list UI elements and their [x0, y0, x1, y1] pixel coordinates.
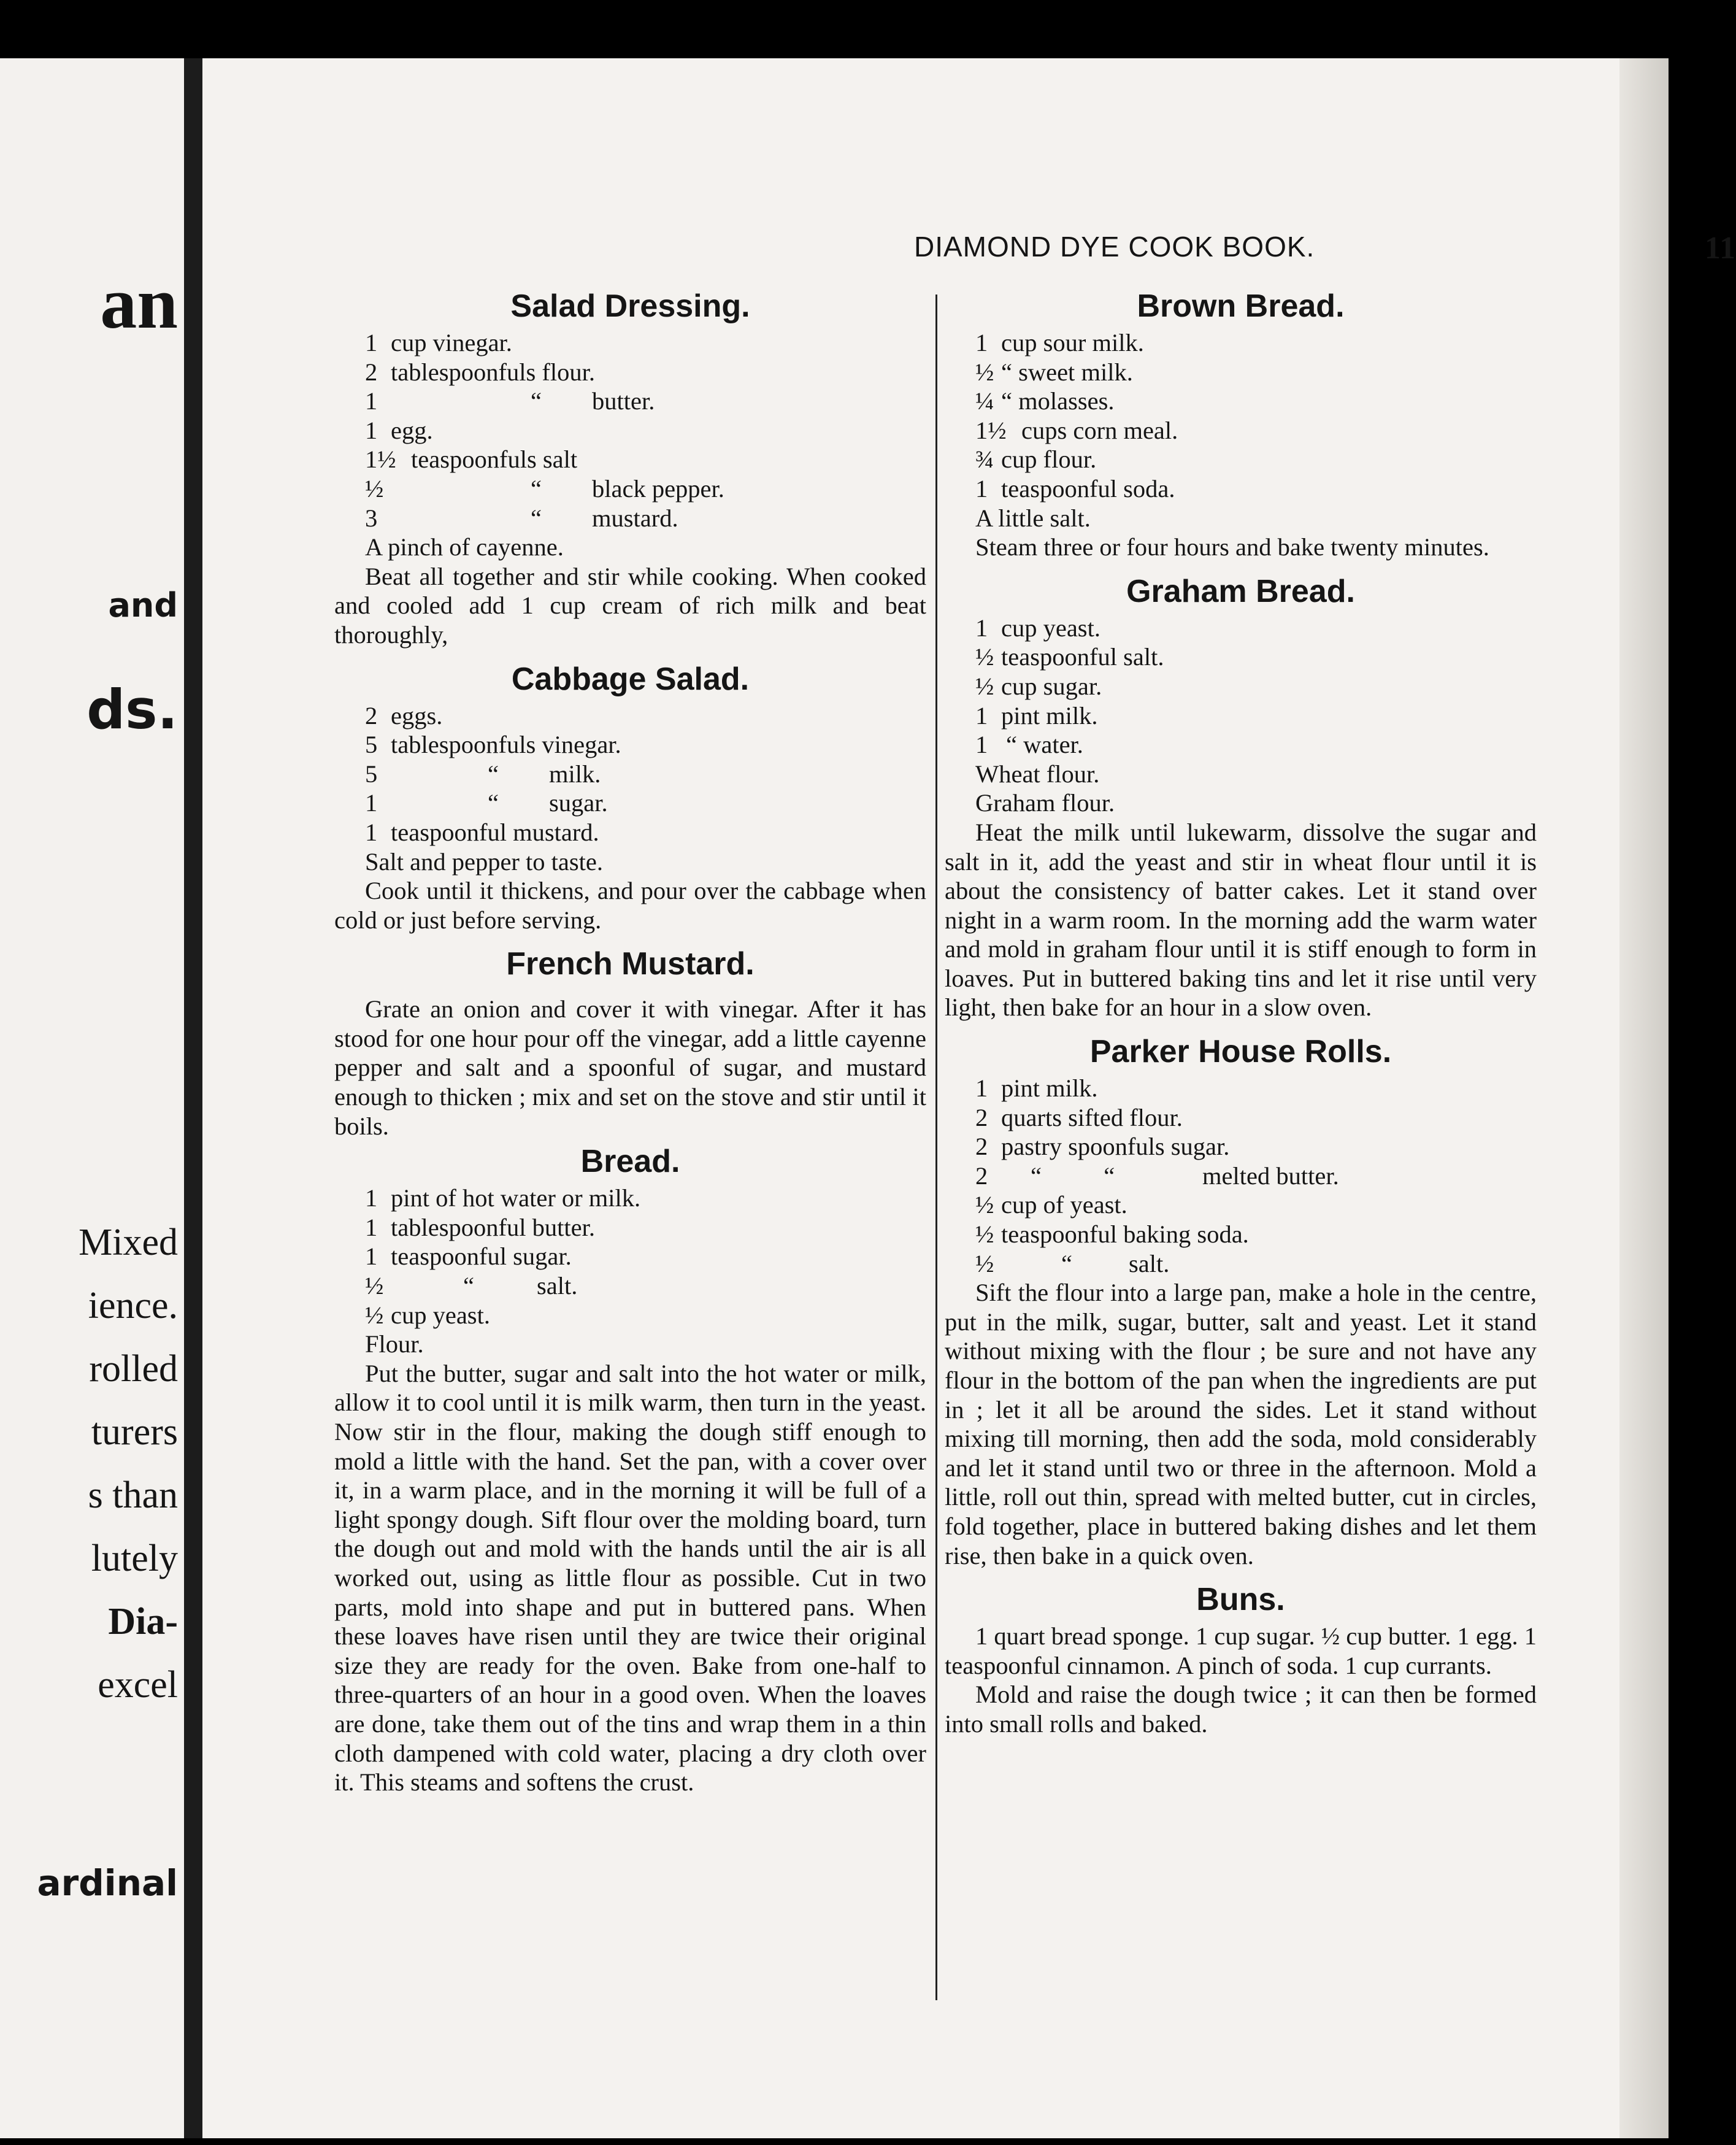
- recipe-graham-bread: [945, 573, 1537, 1022]
- recipe-title: Buns.: [1196, 1582, 1285, 1618]
- ingredient-line: 2 “ “ melted butter.: [975, 1161, 1339, 1190]
- recipe-directions: Steam three or four hours and bake twenty minutes.: [975, 533, 1489, 561]
- left-fragment: s than: [88, 1474, 178, 1516]
- recipe-directions: Mold and raise the dough twice ; it can then be formed into small rolls and baked.: [945, 1681, 1537, 1738]
- left-fragment: ardinal: [37, 1862, 178, 1904]
- ingredient-line: 5 “ milk.: [365, 760, 601, 788]
- left-facing-page: [0, 58, 184, 2138]
- book-gutter: [184, 58, 202, 2138]
- recipe-directions: Heat the milk until lukewarm, dissolve the sugar and salt in it, add the yeast and stir in wheat flour until it is about the consistency of batter cakes. Let it stand over night in a warm room. In the morning add the warm water and mold in graham flour until it is stiff enough to form in loaves. Put in buttered baking tins and let it rise until very light, then bake for an hour in a slow oven.: [945, 818, 1537, 1022]
- recipe-cabbage-salad: [334, 661, 926, 935]
- ingredient-line: 1 pint milk.: [975, 1074, 1098, 1103]
- recipe-directions: Sift the flour into a large pan, make a hole in the centre, put in the milk, sugar, butter, salt and yeast. Let it stand without mixing with the flour ; be sure and not have any flour in the bottom of the pan when the ingredients are put in ; let it all be around the sides. Let it stand without mixing till morning, then add the soda, mold considerably and let it stand until two or three in the afternoon. Mold a little, roll out thin, spread with melted butter, cut in circles, fold together, place in buttered baking dishes and let them rise, then bake in a quick oven.: [945, 1279, 1537, 1569]
- left-fragment: excel: [98, 1664, 178, 1706]
- ingredient-line: 1 tablespoonful butter.: [365, 1213, 595, 1241]
- recipe-parker-house-rolls: [945, 1033, 1537, 1570]
- recipe-directions: Beat all together and stir while cooking. When cooked and cooled add 1 cup cream of rich milk and beat thoroughly,: [334, 562, 926, 649]
- column-divider: [935, 295, 937, 2000]
- ingredient-line: A pinch of cayenne.: [365, 533, 564, 561]
- ingredient-line: 1½ cups corn meal.: [975, 416, 1178, 444]
- recipe-title: French Mustard.: [506, 946, 755, 982]
- ingredient-line: Wheat flour.: [975, 760, 1100, 788]
- ingredient-line: 2 tablespoonfuls flour.: [365, 358, 595, 386]
- recipe-brown-bread: [945, 288, 1537, 562]
- right-column: [945, 285, 1537, 1739]
- ingredient-line: 2 eggs.: [365, 701, 443, 730]
- ingredient-line: 1 egg.: [365, 416, 433, 444]
- ingredient-line: 1 teaspoonful sugar.: [365, 1242, 572, 1271]
- recipe-title: Brown Bread.: [1137, 288, 1345, 324]
- left-fragment: lutely: [91, 1538, 178, 1579]
- ingredient-line: ½ “ black pepper.: [365, 474, 724, 503]
- recipe-title: Salad Dressing.: [510, 288, 750, 324]
- ingredient-line: Flour.: [365, 1330, 424, 1358]
- cookbook-page: [202, 58, 1736, 2138]
- recipe-bread: [334, 1143, 926, 1796]
- page-edge: [1619, 58, 1669, 2138]
- ingredient-line: Graham flour.: [975, 789, 1115, 817]
- ingredient-line: 1 pint milk.: [975, 701, 1098, 730]
- ingredient-line: 1 teaspoonful soda.: [975, 474, 1175, 503]
- recipe-directions: Cook until it thickens, and pour over the cabbage when cold or just before serving.: [334, 877, 926, 934]
- recipe-title: Cabbage Salad.: [511, 661, 750, 697]
- ingredient-line: ½ teaspoonful baking soda.: [975, 1220, 1249, 1249]
- ingredient-line: 1 cup sour milk.: [975, 329, 1144, 356]
- ingredient-line: 2 pastry spoonfuls sugar.: [975, 1133, 1230, 1161]
- left-fragment: an: [100, 262, 178, 344]
- ingredient-line: 1 pint of hot water or milk.: [365, 1184, 641, 1212]
- ingredient-line: 5 tablespoonfuls vinegar.: [365, 731, 621, 759]
- ingredient-line: 1½ teaspoonfuls salt: [365, 445, 578, 474]
- recipe-salad-dressing: [334, 288, 926, 650]
- recipe-title: Bread.: [580, 1144, 680, 1180]
- left-fragment: Mixed: [79, 1222, 178, 1263]
- ingredient-line: 1 teaspoonful mustard.: [365, 818, 599, 846]
- ingredient-line: 1 “ water.: [975, 731, 1083, 759]
- ingredient-line: ½ cup of yeast.: [975, 1191, 1127, 1219]
- ingredient-line: 1 cup yeast.: [975, 614, 1100, 642]
- recipe-ingredients: 1 quart bread sponge. 1 cup sugar. ½ cup butter. 1 egg. 1 teaspoonful cinnamon. A pinch of soda. 1 cup currants.: [945, 1622, 1537, 1679]
- left-fragment: ience.: [88, 1285, 178, 1327]
- left-fragment: and: [108, 586, 178, 625]
- recipe-title: Graham Bread.: [1126, 573, 1355, 609]
- recipe-title: Parker House Rolls.: [1089, 1034, 1392, 1070]
- ingredient-line: ½ teaspoonful salt.: [975, 643, 1164, 671]
- ingredient-line: 3 “ mustard.: [365, 504, 678, 532]
- ingredient-line: ½ “ sweet milk.: [975, 358, 1133, 386]
- recipe-buns: [945, 1581, 1537, 1738]
- ingredient-line: ¼ “ molasses.: [975, 387, 1115, 415]
- ingredient-line: ½ “ salt.: [975, 1249, 1170, 1277]
- page-number: 11: [1704, 231, 1736, 266]
- ingredient-line: 1 “ sugar.: [365, 789, 608, 817]
- ingredient-line: ¾ cup flour.: [975, 445, 1097, 474]
- running-title: DIAMOND DYE COOK BOOK.: [914, 231, 1315, 263]
- ingredient-line: 2 quarts sifted flour.: [975, 1103, 1183, 1131]
- recipe-directions: Put the butter, sugar and salt into the hot water or milk, allow it to cool until it is milk warm, then turn in the yeast. Now stir in the flour, making the dough stiff enough to mold a little with the hand. Set the pan, with a cover over it, in a warm place, and in the morning it will be full of a light spongy dough. Sift flour over the molding board, turn the dough out and mold with the hands until the air is all worked out, using as little flour as possible. Cut in two parts, mold into shape and put in buttered pans. When these loaves have risen until they are twice their original size they are ready for the oven. Bake from one-half to three-quarters of an hour in a good oven. When the loaves are done, take them out of the tins and wrap them in a thin cloth dampened with cold water, placing a dry cloth over it. This steams and softens the crust.: [334, 1359, 926, 1796]
- recipe-directions: Grate an onion and cover it with vinegar. After it has stood for one hour pour off the vinegar, add a little cayenne pepper and salt and a spoonful of sugar, and mustard enough to thicken ; mix and set on the stove and stir until it boils.: [334, 995, 926, 1140]
- left-fragment: turers: [91, 1411, 178, 1453]
- ingredient-line: A little salt.: [975, 504, 1091, 532]
- ingredient-line: ½ cup yeast.: [365, 1301, 490, 1329]
- ingredient-line: ½ cup sugar.: [975, 672, 1102, 700]
- ingredient-line: ½ “ salt.: [365, 1272, 578, 1300]
- recipe-french-mustard: [334, 945, 926, 1141]
- left-fragment: Dia-: [108, 1601, 178, 1642]
- left-fragment: ds.: [86, 678, 178, 741]
- ingredient-line: 1 “ butter.: [365, 387, 655, 415]
- ingredient-line: 1 cup vinegar.: [365, 329, 512, 356]
- left-fragment: rolled: [89, 1348, 178, 1390]
- ingredient-line: Salt and pepper to taste.: [365, 847, 604, 876]
- left-column: [334, 285, 926, 1797]
